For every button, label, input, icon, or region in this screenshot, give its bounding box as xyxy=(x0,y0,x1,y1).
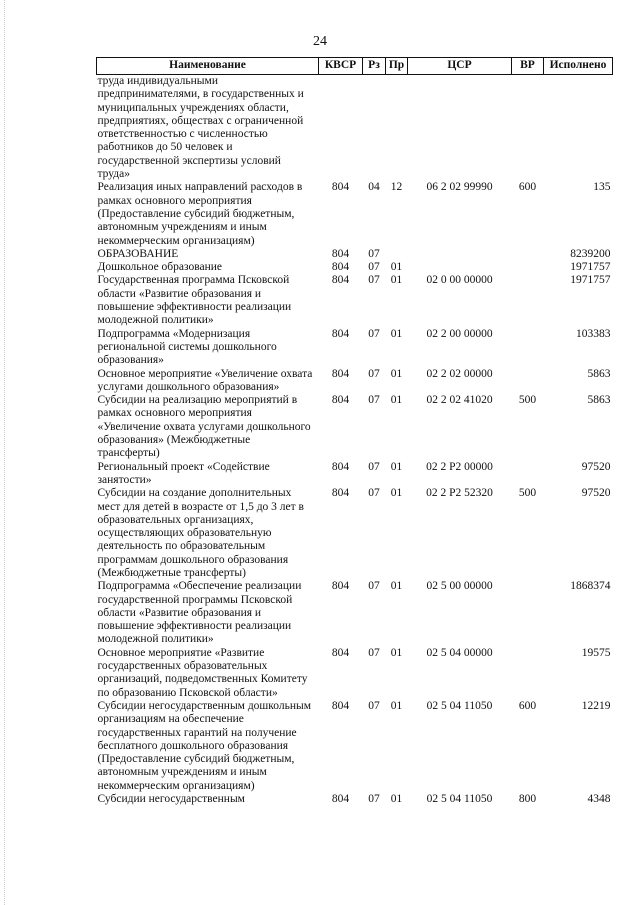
cell-csr: 02 2 Р2 00000 xyxy=(426,460,493,473)
cell-vr xyxy=(512,274,544,327)
cell-name: Субсидии негосударственным xyxy=(97,793,245,806)
table-header xyxy=(97,58,613,75)
cell-rz: 04 xyxy=(368,181,380,194)
cell-name: Основное мероприятие «Увеличение охвата услугами дошкольного образования» xyxy=(97,367,313,393)
cell-kvsr: 804 xyxy=(331,394,350,407)
cell-name: Субсидии негосударственным дошкольным организациям на обеспечение государственных гарантий на получение бесплатного дошкольного образования (Предоставление субсидий бюджетным, автономным учреждениям и иным некоммерческим организациям) xyxy=(97,699,312,792)
cell-csr xyxy=(408,75,512,182)
cell-rz: 07 xyxy=(368,580,380,593)
cell-name: ОБРАЗОВАНИЕ xyxy=(97,247,179,260)
table-row xyxy=(97,248,613,261)
cell-vr: 500 xyxy=(518,394,537,407)
table-body xyxy=(97,75,613,807)
cell-csr: 02 5 00 00000 xyxy=(426,580,493,593)
cell-name: Подпрограмма «Модернизация региональной системы дошкольного образования» xyxy=(97,327,277,367)
table-row xyxy=(97,368,613,395)
cell-csr: 02 5 04 00000 xyxy=(426,646,493,659)
table-row xyxy=(97,700,613,793)
cell-vr xyxy=(512,261,544,274)
cell-isp: 1971757 xyxy=(570,261,611,274)
table-row xyxy=(97,580,613,646)
cell-isp: 97520 xyxy=(581,460,611,473)
cell-csr: 02 2 00 00000 xyxy=(426,327,493,340)
budget-table-wrapper xyxy=(96,57,612,806)
cell-kvsr: 804 xyxy=(331,646,350,659)
table-row xyxy=(97,274,613,327)
page-number: 24 xyxy=(313,34,327,49)
cell-isp xyxy=(544,75,613,182)
cell-name: Дошкольное образование xyxy=(97,261,223,274)
cell-vr xyxy=(512,580,544,646)
table-row xyxy=(97,487,613,580)
cell-name: Государственная программа Псковской области «Развитие образования и повышение эффективности реализации молодежной политики» xyxy=(97,274,292,327)
cell-name: Основное мероприятие «Развитие государственных образовательных организаций, подведомственных Комитету по образованию Псковской области» xyxy=(97,646,308,699)
cell-isp: 19575 xyxy=(581,646,611,659)
cell-isp: 1971757 xyxy=(570,274,611,287)
cell-pr: 01 xyxy=(390,460,403,473)
cell-pr: 01 xyxy=(390,793,403,806)
table-row xyxy=(97,75,613,182)
cell-csr: 02 2 02 00000 xyxy=(426,367,493,380)
cell-csr: 02 5 04 11050 xyxy=(426,793,493,806)
header-isp: Исполнено xyxy=(544,58,613,75)
cell-csr: 02 5 04 11050 xyxy=(426,699,493,712)
cell-isp: 5863 xyxy=(587,367,611,380)
cell-rz: 07 xyxy=(368,646,380,659)
cell-name: труда индивидуальными предпринимателями, в государственных и муниципальных учреждениях области, предприятиях, обществах с ограниченной ответственностью с численностью работников до 50 человек и государственной экспертизы условий труда» xyxy=(97,75,304,181)
cell-vr: 600 xyxy=(518,699,537,712)
table-row xyxy=(97,793,613,806)
cell-isp: 97520 xyxy=(581,487,611,500)
cell-vr xyxy=(512,328,544,368)
header-name: Наименование xyxy=(97,58,319,75)
cell-vr: 800 xyxy=(518,793,537,806)
cell-vr: 600 xyxy=(518,181,537,194)
cell-csr: 02 2 02 41020 xyxy=(426,394,493,407)
cell-pr: 01 xyxy=(390,327,403,340)
table-row xyxy=(97,394,613,460)
table-row xyxy=(97,461,613,488)
cell-name: Субсидии на создание дополнительных мест для детей в возрасте от 1,5 до 3 лет в образовательных организациях, осуществляющих образовательную деятельность по образовательным программам дошкольного образования (Межбюджетные трансферты) xyxy=(97,487,304,579)
cell-isp: 1868374 xyxy=(570,580,611,593)
cell-pr xyxy=(386,248,408,261)
table-row xyxy=(97,328,613,368)
budget-execution-table xyxy=(96,57,613,806)
page-binding-edge xyxy=(4,0,6,905)
cell-kvsr xyxy=(319,75,363,182)
cell-csr: 02 0 00 00000 xyxy=(426,274,493,287)
header-csr: ЦСР xyxy=(408,58,512,75)
cell-name: Реализация иных направлений расходов в рамках основного мероприятия (Предоставление субсидий бюджетным, автономным учреждениям и иным некоммерческим организациям) xyxy=(97,181,303,247)
cell-pr: 01 xyxy=(390,394,403,407)
cell-csr xyxy=(408,261,512,274)
cell-vr xyxy=(512,647,544,700)
table-row xyxy=(97,181,613,247)
cell-isp: 103383 xyxy=(576,327,611,340)
cell-vr xyxy=(512,248,544,261)
cell-pr: 12 xyxy=(390,181,403,194)
cell-isp: 4348 xyxy=(587,793,611,806)
cell-kvsr: 804 xyxy=(331,181,350,194)
cell-kvsr: 804 xyxy=(331,580,350,593)
cell-rz: 07 xyxy=(368,247,380,260)
cell-rz: 07 xyxy=(368,367,380,380)
cell-rz: 07 xyxy=(368,793,380,806)
cell-rz: 07 xyxy=(368,699,380,712)
cell-pr: 01 xyxy=(390,261,403,274)
cell-pr xyxy=(386,75,408,182)
cell-name: Региональный проект «Содействие занятости» xyxy=(97,460,270,486)
cell-kvsr: 804 xyxy=(331,261,350,274)
cell-vr xyxy=(512,368,544,395)
cell-isp: 12219 xyxy=(581,699,611,712)
cell-rz xyxy=(363,75,386,182)
table-row xyxy=(97,647,613,700)
cell-rz: 07 xyxy=(368,327,380,340)
cell-rz: 07 xyxy=(368,460,380,473)
cell-kvsr: 804 xyxy=(331,699,350,712)
cell-pr: 01 xyxy=(390,274,403,287)
cell-pr: 01 xyxy=(390,646,403,659)
cell-kvsr: 804 xyxy=(331,327,350,340)
cell-isp: 5863 xyxy=(587,394,611,407)
cell-csr: 02 2 Р2 52320 xyxy=(426,487,493,500)
cell-name: Субсидии на реализацию мероприятий в рамках основного мероприятия «Увеличение охвата услугами дошкольного образования» (Межбюджетные трансферты) xyxy=(97,394,311,460)
header-kvsr: КВСР xyxy=(319,58,363,75)
cell-vr: 500 xyxy=(518,487,537,500)
cell-csr: 06 2 02 99990 xyxy=(426,181,493,194)
cell-pr: 01 xyxy=(390,580,403,593)
cell-kvsr: 804 xyxy=(331,460,350,473)
cell-kvsr: 804 xyxy=(331,367,350,380)
cell-isp: 135 xyxy=(593,181,611,194)
cell-rz: 07 xyxy=(368,261,380,274)
cell-kvsr: 804 xyxy=(331,793,350,806)
cell-kvsr: 804 xyxy=(331,274,350,287)
header-pr: Пр xyxy=(386,58,408,75)
cell-pr: 01 xyxy=(390,699,403,712)
cell-vr xyxy=(512,75,544,182)
cell-rz: 07 xyxy=(368,487,380,500)
table-row xyxy=(97,261,613,274)
header-vr: ВР xyxy=(512,58,544,75)
cell-name: Подпрограмма «Обеспечение реализации государственной программы Псковской области «Развитие образования и повышение эффективности реализации молодежной политики» xyxy=(97,580,302,646)
cell-pr: 01 xyxy=(390,487,403,500)
cell-vr xyxy=(512,461,544,488)
cell-kvsr: 804 xyxy=(331,487,350,500)
cell-isp: 8239200 xyxy=(570,247,611,260)
cell-rz: 07 xyxy=(368,394,380,407)
cell-pr: 01 xyxy=(390,367,403,380)
table-header-row xyxy=(97,58,613,75)
cell-rz: 07 xyxy=(368,274,380,287)
header-rz: Рз xyxy=(363,58,386,75)
cell-csr xyxy=(408,248,512,261)
cell-kvsr: 804 xyxy=(331,247,350,260)
